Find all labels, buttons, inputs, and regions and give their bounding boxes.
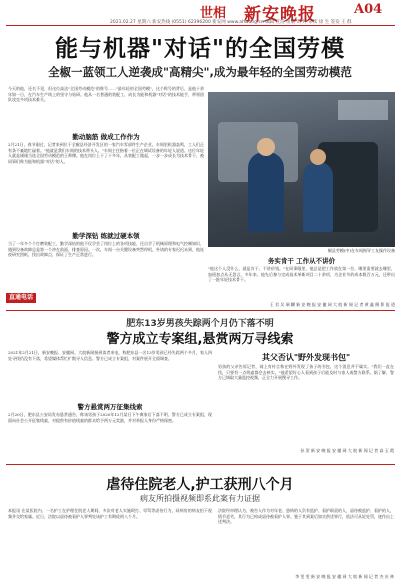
- story-divider-1: [6, 310, 395, 311]
- page-number: A04: [354, 2, 383, 17]
- section-tag: 直通电话: [6, 293, 36, 303]
- lead-intro: 今天的他，还名不见，但这位高达"全国劳动模范"的称号……"最年轻的全国劳模"，这个称号的背后，是他十余年如一日，在汽车生产线上的坚守与钻研。他从一名普通的装配工，成长为能和机器"对话"的技术能手，带领团队攻克多项技术难关。: [8, 86, 204, 102]
- section3-title: 务实肯干 工作从不讲价: [267, 257, 336, 265]
- lead-headline: 能与机器"对话"的全国劳模: [55, 36, 345, 62]
- issue-meta-line: 2021.02.27 星期六 新安热线 (0551) 62396200 新安网 www.ahwang.cn 编辑 宣洁 组版 刘 婷 审读 徐 生 签发 王 群: [110, 20, 352, 25]
- story2-kicker: 肥东13岁男孩失踪两个月仍下落不明: [126, 319, 274, 329]
- story3-byline: 李 雯 雯 新 安 晚 报 安 徽 网 大 皖 新 闻 记 者 杰 庆 林: [295, 574, 394, 579]
- story2-body-2: 2月20日，肥东县公安局发布悬赏通告，称该男孩于2020年12月某日下午离家后下落不明，警方已成立专案组，现面向社会公开征集线索，对提供有价值线索的群众给予两万元奖励，并对举报人身份严格保密。: [8, 412, 212, 423]
- section2-title: 勤学深钻 练就过硬本领: [72, 232, 140, 240]
- lead-subhead: 全椒一蓝领工人逆袭成"高精尖",成为最年轻的全国劳动模范: [48, 65, 352, 79]
- photo-caption: 椒县劳模(中)在车间指导工友操作设备: [327, 248, 395, 253]
- section1-title: 勤动脑筋 做成工作作为: [72, 133, 140, 141]
- story2-body: 2021年2月21日，新安晚报、安徽网、大皖新闻接到读者来电，称肥东县一名13岁男孩已经失踪两个多月，家人四处寻找仍没有下落，希望媒体帮忙扩散寻人信息。警方已成立专案组，对案件展开全面调查。: [8, 350, 212, 361]
- section2-body: 当了一年多个个打磨装配工，勤学深钻的他不仅学会了岗位上的各项技能，还自学了机械原理和电气控制知识，遇到设备故障总是第一个冲在前面，排查原因。一次，车间一台关键设备突然停机，外请的专家迟迟未到，他连夜研究图纸，找出故障点，保证了生产正常进行。: [8, 241, 204, 257]
- masthead-divider: [6, 25, 395, 26]
- section-name: 世相: [200, 6, 227, 21]
- story2-headline: 警方成立专案组,悬赏两万寻线索: [106, 332, 294, 347]
- story-divider-2: [6, 464, 395, 465]
- reward-subtitle: 警方悬赏两万征集线索: [77, 403, 143, 411]
- story3-body-left: 本报讯 在某医院内，一名护工在护理住院老人期间，多次对老人实施殴打、辱骂等虐待行为，同病房的病友拍下视频并交给家属。近日，法院以虐待被看护人罪判处该护工有期徒刑八个月。: [8, 508, 212, 519]
- story3-subhead: 病友所拍摄视频即系此案有力证据: [140, 494, 260, 503]
- story3-body-right: 法院经审理认为，被告人作为对年老、患病的人负有监护、看护职责的人，虐待被监护、看护的人，情节恶劣，其行为已构成虐待被看护人罪。鉴于其到案后如实供述罪行，依法可从轻处罚，遂作出上述判决。: [218, 508, 394, 524]
- section1-body: 2月21日，春节刚过，记者来到位于全椒县经济开发区的一家汽车零部件生产企业。车间里机器轰鸣，工人们正有条不紊地忙碌着。"他就是我们车间的技术带头人。"车间主任指着一位正在调试设备的年轻人说道。这位年轻人就是刚刚当选全国劳动模范的王师傅。他在岗位上干了十多年，从装配工做起，一步一步成长为技术骨干，被同事们称为能和机器"对话"的人。: [8, 142, 204, 164]
- story2-sidebar-title: 其父否认"野外发现书包": [261, 353, 351, 362]
- story3-headline: 虐待住院老人,护工获刑八个月: [106, 477, 294, 493]
- section3-body: "他这个人没什么，就是肯干、不讲价钱。"在同事眼里，他总是把工作放在第一位，哪里需要就去哪里，加班加点从无怨言。多年来，他先后参与完成技术革新项目二十余项，为企业节约成本数百万元，还带出了一批年轻技术骨干。: [208, 266, 395, 282]
- lead-byline: 王 君 吴 瑞 麟 新 安 晚 报 安 徽 网 大 皖 新 闻 记 者 黄 鑫 摄 影 报 道: [269, 302, 395, 307]
- lead-photo: [208, 92, 395, 247]
- story2-sidebar-body: 男孩的父亲告诉记者，网上有传言称在野外发现了孩子的书包，这个消息并不属实。"我们一直在找，只要有一点线索都会去核实。"他希望好心人看到孩子后能及时与家人或警方联系。据了解，警方已调取大量监控视频，正全力开展搜寻工作。: [218, 364, 394, 380]
- story2-byline: 孙 贺 新 安 晚 报 安 徽 网 大 皖 新 闻 记 者 高 玉 霞: [300, 448, 394, 453]
- newspaper-logo: 新安晚报: [244, 5, 316, 25]
